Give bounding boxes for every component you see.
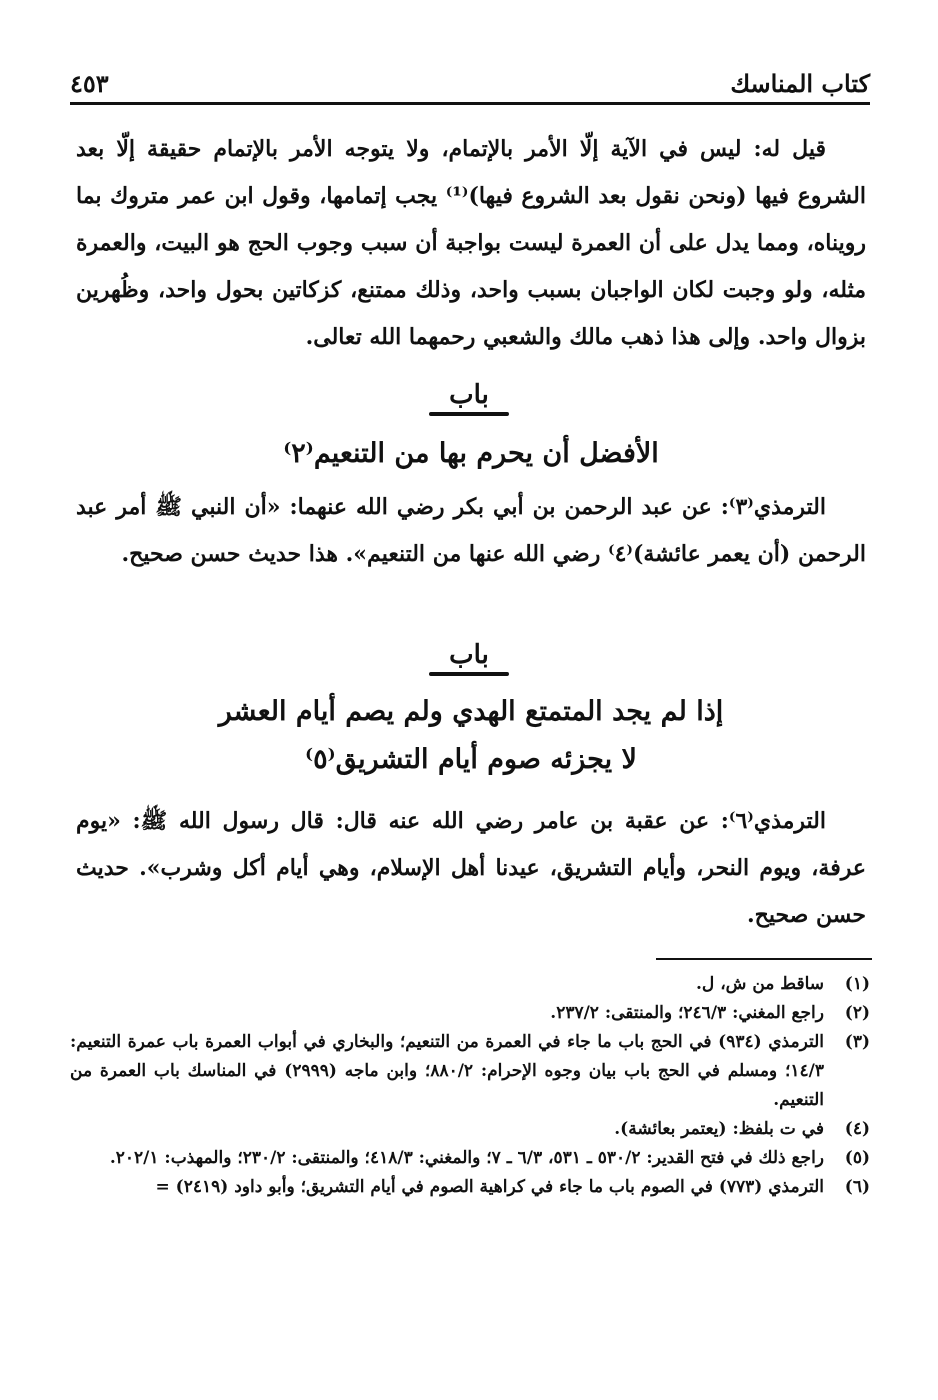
footnote (70, 999, 870, 1028)
footnote (70, 1028, 870, 1115)
section-1-title: الأفضل أن يحرم بها من التنعيم⁽٢⁾ (283, 438, 659, 469)
footnote-text: الترمذي (٩٣٤) في الحج باب ما جاء في العمرة من التنعيم؛ والبخاري في أبواب العمرة باب عمرة التنعيم: ١٤/٣؛ ومسلم في الحج باب بيان وجوه الإحرام: ٨٨٠/٢؛ وابن ماجه (٢٩٩٩) في المناسك باب العمرة من التنعيم. (70, 1032, 824, 1110)
footnote-text: الترمذي (٧٧٣) في الصوم باب ما جاء في كراهية الصوم في أيام التشريق؛ وأبو داود (٢٤١٩) = (155, 1177, 824, 1197)
paragraph-text: قيل له: ليس في الآية إلّا الأمر بالإتمام، ولا يتوجه الأمر بالإتمام حقيقة إلّا بعد الشروع فيها (ونحن نقول بعد الشروع فيها)⁽¹⁾ يجب إتمامها، وقول ابن عمر متروك بما رويناه، ومما يدل على أن العمرة ليست بواجبة أن سبب وجوب الحج هو البيت، والعمرة مثله، ولو وجبت لكان الواجبان بسبب واحد، وذلك ممتنع، كزكاتين بحول واحد، وظُهرين بزوال واحد. وإلى هذا ذهب مالك والشعبي رحمهما الله تعالى. (76, 136, 866, 350)
footnote-number: (٢) (844, 1003, 870, 1023)
footnote-number: (٣) (844, 1032, 870, 1052)
footnote-number: (٦) (844, 1177, 870, 1197)
bab-marker-2: باب (0, 640, 938, 676)
body-paragraph-1 (76, 126, 866, 361)
page-number: ٤٥٣ (70, 69, 109, 98)
section-2-title-line-1: إذا لم يجد المتمتع الهدي ولم يصم أيام العشر (218, 696, 724, 727)
bab-marker-1: باب (0, 380, 938, 416)
bab-underline (429, 412, 509, 416)
footnote-text: في ت بلفظ: (يعتمر بعائشة). (614, 1119, 824, 1139)
section-2-title-line-2: لا يجزئه صوم أيام التشريق⁽٥⁾ (305, 744, 637, 775)
footnote (70, 970, 870, 999)
bab-underline (429, 672, 509, 676)
footnote (70, 1144, 870, 1173)
footnote-separator (656, 958, 872, 960)
section-1-text: الترمذي⁽٣⁾: عن عبد الرحمن بن أبي بكر رضي الله عنهما: «أن النبي ﷺ أمر عبد الرحمن (أن يعمر عائشة)⁽٤⁾ رضي الله عنها من التنعيم». هذا حديث حسن صحيح. (76, 494, 866, 567)
footnote-text: ساقط من ش، ل. (696, 974, 824, 994)
footnote-number: (١) (844, 974, 870, 994)
footnote-text: راجع ذلك في فتح القدير: ٥٣٠/٢ ـ ٥٣١، ٦/٣ ـ ٧؛ والمغني: ٤١٨/٣؛ والمنتقى: ٢٣٠/٢؛ والمهذب: ٢٠٢/١. (109, 1148, 824, 1168)
footnotes (70, 970, 870, 1202)
footnote-number: (٤) (844, 1119, 870, 1139)
section-2-body (76, 798, 866, 939)
footnote-text: راجع المغني: ٢٤٦/٣؛ والمنتقى: ٢٣٧/٢. (550, 1003, 824, 1023)
running-title: كتاب المناسك (730, 69, 870, 98)
footnote-number: (٥) (844, 1148, 870, 1168)
footnote (70, 1115, 870, 1144)
section-2-text: الترمذي⁽٦⁾: عن عقبة بن عامر رضي الله عنه قال: قال رسول الله ﷺ: «يوم عرفة، ويوم النحر، وأيام التشريق، عيدنا أهل الإسلام، وهي أيام أكل وشرب». حديث حسن صحيح. (76, 808, 866, 928)
section-1-body (76, 484, 866, 578)
footnote (70, 1173, 870, 1202)
page-header (70, 64, 870, 105)
